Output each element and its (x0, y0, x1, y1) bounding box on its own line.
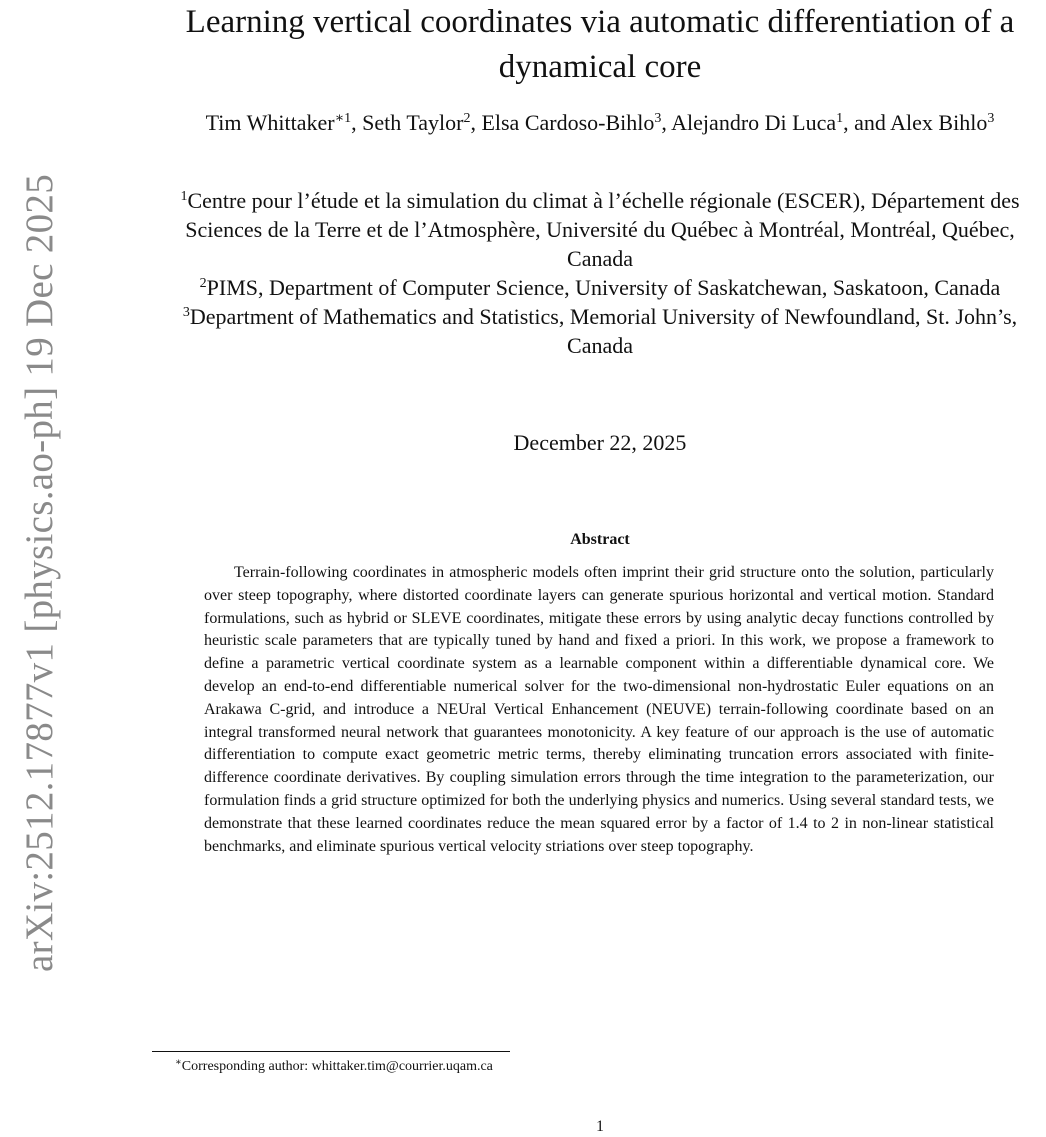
footnote-divider (152, 1051, 510, 1052)
affiliation (150, 186, 1046, 273)
author (671, 110, 843, 135)
affiliation-mark: 1 (180, 189, 188, 204)
affiliation-text: PIMS, Department of Computer Science, University of Saskatchewan, Saskatoon, Canada (206, 275, 1001, 300)
author (481, 110, 661, 135)
footnote (175, 1057, 493, 1077)
abstract-heading: Abstract (570, 531, 630, 548)
affiliation (150, 273, 1046, 302)
arxiv-identifier-stamp: arXiv:2512.17877v1 [physics.ao-ph] 19 Dec 2025 (18, 174, 61, 972)
abstract-text: Terrain-following coordinates in atmospheric models often imprint their grid structure onto the solution, particularly over steep topography, where distorted coordinate layers can generate spurious horizontal and vertical motion. Standard formulations, such as hybrid or SLEVE coordinates, mitigate these errors by using analytic decay functions controlled by heuristic scale parameters that are typically tuned by hand and fixed a priori. In this work, we propose a framework to define a parametric vertical coordinate system as a learnable component within a differentiable dynamical core. We develop an end-to-end differentiable numerical solver for the two-dimensional non-hydrostatic Euler equations on an Arakawa C-grid, and introduce a NEUral Vertical Enhancement (NEUVE) terrain-following coordinate based on an integral transformed neural network that guarantees monotonicity. A key feature of our approach is the use of automatic differentiation to compute exact geometric metric terms, thereby eliminating truncation errors associated with finite-difference coordinate derivatives. By coupling simulation errors through the time integration to the parameterization, our formulation finds a grid structure optimized for both the underlying physics and numerics. Using several standard tests, we demonstrate that these learned coordinates reduce the mean squared error by a factor of 1.4 to 2 in non-linear statistical benchmarks, and eliminate spurious vertical velocity striations over steep topography. (204, 564, 994, 855)
affiliation-text: Centre pour l’étude et la simulation du climat à l’échelle régionale (ESCER), Département des Sciences de la Terre et de l’Atmosphère, Université du Québec à Montréal, Montréal, Québec, Canada (185, 188, 1020, 271)
affiliation-mark: 3 (182, 305, 190, 320)
author-name: Elsa Cardoso-Bihlo (481, 110, 655, 135)
affiliation (150, 302, 1046, 360)
author (890, 110, 994, 135)
affiliation-list (150, 186, 1046, 360)
author-affiliation-mark: 2 (463, 111, 471, 126)
author (362, 110, 470, 135)
author-separator: , (351, 110, 363, 135)
author-separator: , (470, 110, 482, 135)
footnote-mark: ∗ (175, 1057, 182, 1068)
author-separator: , and (843, 110, 891, 135)
footnote-text: Corresponding author: whittaker.tim@courrier.uqam.ca (181, 1059, 493, 1074)
author-name: Tim Whittaker (205, 110, 335, 135)
page-number: 1 (596, 1118, 604, 1135)
author-affiliation-mark: 1 (836, 111, 844, 126)
author-name: Seth Taylor (362, 110, 464, 135)
author (206, 110, 351, 135)
author-affiliation-mark: 3 (654, 111, 662, 126)
affiliation-mark: 2 (199, 276, 207, 291)
publication-date: December 22, 2025 (513, 430, 687, 455)
affiliation-text: Department of Mathematics and Statistics, Memorial University of Newfoundland, St. John’s, Canada (189, 304, 1018, 358)
paper-title: Learning vertical coordinates via automatic differentiation of a dynamical core (185, 4, 1015, 85)
author-name: Alex Bihlo (890, 110, 988, 135)
author-name: Alejandro Di Luca (671, 110, 837, 135)
author-affiliation-mark: ∗1 (334, 111, 352, 126)
author-affiliation-mark: 3 (987, 111, 995, 126)
author-separator: , (661, 110, 672, 135)
author-list (150, 108, 1046, 137)
